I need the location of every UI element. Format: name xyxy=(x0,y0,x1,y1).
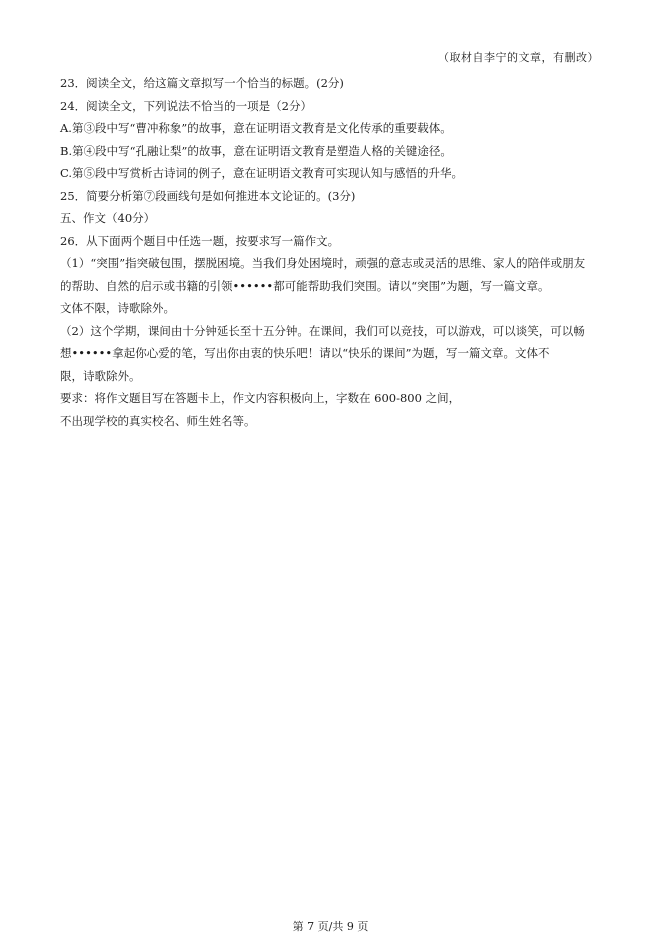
source-note: （取材自李宁的文章，有删改） xyxy=(438,51,599,64)
prompt-1-line-1: （1）“突围”指突破包围，摆脱困境。当我们身处困境时，顽强的意志或灵活的思维、家人的陪伴或朋友 xyxy=(60,256,586,270)
question-25: 25．简要分析第⑦段画线句是如何推进本文论证的。(3分) xyxy=(60,188,356,203)
requirements-line-2: 不出现学校的真实校名、师生姓名等。 xyxy=(60,413,256,428)
option-24-c: C.第⑤段中写赏析古诗词的例子，意在证明语文教育可实现认知与感悟的升华。 xyxy=(60,166,464,180)
prompt-1-line-2: 的帮助、自然的启示或书籍的引领••••••都可能帮助我们突围。请以“突围”为题，写一篇文章。 xyxy=(60,278,550,293)
question-24: 24．阅读全文，下列说法不恰当的一项是（2分） xyxy=(60,98,312,113)
question-26: 26．从下面两个题目中任选一题，按要求写一篇作文。 xyxy=(60,233,340,248)
section-heading: 五、作文（40分） xyxy=(60,211,156,225)
prompt-2-line-1: （2）这个学期，课间由十分钟延长至十五分钟。在课间，我们可以竞技，可以游戏，可以谈笑，可以畅 xyxy=(60,323,585,338)
page-number: 第 7 页/共 9 页 xyxy=(292,920,369,933)
prompt-1-line-3: 文体不限，诗歌除外。 xyxy=(60,301,175,315)
question-23: 23．阅读全文，给这篇文章拟写一个恰当的标题。(2分) xyxy=(60,76,344,90)
requirements-line-1: 要求：将作文题目写在答题卡上，作文内容积极向上，字数在 600-800 之间， xyxy=(60,391,461,405)
option-24-b: B.第④段中写“孔融让梨”的故事，意在证明语文教育是塑造人格的关键途径。 xyxy=(60,143,452,158)
prompt-2-line-3: 限，诗歌除外。 xyxy=(60,368,141,383)
page-content xyxy=(60,72,608,432)
option-24-a: A.第③段中写“曹冲称象”的故事，意在证明语文教育是文化传承的重要载体。 xyxy=(60,121,452,135)
prompt-2-line-2: 想••••••拿起你心爱的笔，写出你由衷的快乐吧！请以“快乐的课间”为题，写一篇文章。文体不 xyxy=(60,346,550,360)
